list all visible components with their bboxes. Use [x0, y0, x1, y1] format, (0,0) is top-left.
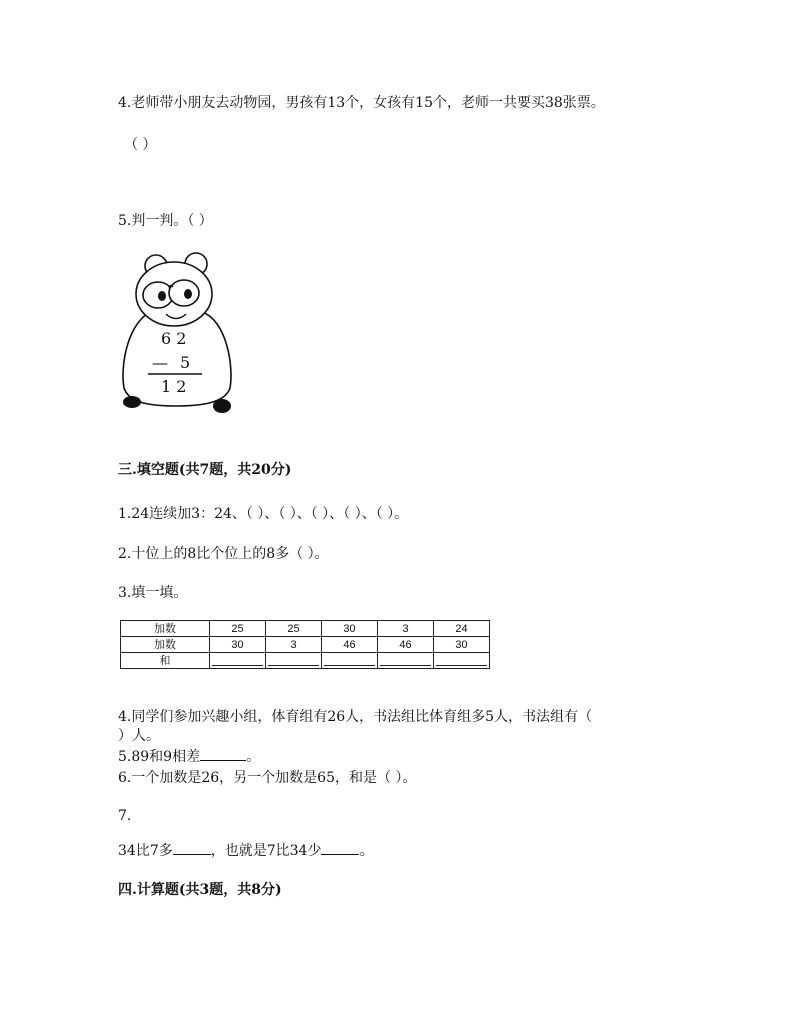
- section-3-q7-part2: ，也就是7比34少: [210, 843, 322, 859]
- panda-minuend: 6 2: [161, 329, 187, 348]
- section-3-q7-number: 7.: [118, 808, 132, 824]
- table-cell: 3: [378, 621, 434, 637]
- table-row: [121, 653, 490, 669]
- section-3-q6: 6.一个加数是26，另一个加数是65，和是（ ）。: [118, 770, 417, 786]
- section-3-q1: 1.24连续加3：24、（ ）、（ ）、（ ）、（ ）、（ ）。: [118, 506, 409, 522]
- section-3-q5-text: 5.89和9相差: [118, 749, 201, 765]
- sum-answer-cell[interactable]: [210, 653, 266, 669]
- table-row: [121, 637, 490, 653]
- panda-right-pupil: [184, 289, 192, 299]
- panda-left-foot: [123, 396, 141, 408]
- sum-answer-cell[interactable]: [266, 653, 322, 669]
- table-row-label: 加数: [121, 637, 210, 653]
- section-3-q4-line2: ）人。: [118, 728, 160, 744]
- table-cell: 30: [322, 621, 378, 637]
- question-4-text: 4.老师带小朋友去动物园，男孩有13个，女孩有15个，老师一共要买38张票。: [118, 95, 605, 111]
- section-3-q4-line1: 4.同学们参加兴趣小组，体育组有26人，书法组比体育组多5人，书法组有（: [118, 709, 593, 725]
- section-3-q2: 2.十位上的8比个位上的8多（ ）。: [118, 546, 329, 562]
- table-cell: 46: [378, 637, 434, 653]
- panda-minus-sign: —: [152, 353, 168, 372]
- panda-right-eye-patch: [169, 280, 199, 306]
- question-5-text: 5.判一判。（ ）: [118, 213, 213, 229]
- answer-blank[interactable]: [173, 841, 211, 855]
- table-cell: 25: [266, 621, 322, 637]
- table-cell: 30: [434, 637, 490, 653]
- table-cell: 30: [210, 637, 266, 653]
- table-cell: 3: [266, 637, 322, 653]
- question-4-answer-blank: （ ）: [124, 137, 157, 153]
- answer-blank[interactable]: [321, 841, 359, 855]
- section-3-title: 三.填空题(共7题，共20分): [118, 462, 292, 478]
- table-row-label: 和: [121, 653, 210, 669]
- panda-subtrahend: 5: [180, 353, 191, 372]
- section-3-q3: 3.填一填。: [118, 585, 188, 601]
- section-4-title: 四.计算题(共3题，共8分): [118, 882, 282, 898]
- section-3-q7-part1: 34比7多: [118, 843, 173, 859]
- sum-answer-cell[interactable]: [434, 653, 490, 669]
- panda-right-foot: [213, 399, 231, 413]
- table-cell: 24: [434, 621, 490, 637]
- table-row-label: 加数: [121, 621, 210, 637]
- addition-table: [120, 620, 490, 669]
- section-3-q5-end: 。: [246, 749, 261, 765]
- panda-illustration: [118, 250, 236, 420]
- answer-blank[interactable]: [200, 747, 246, 761]
- section-3-q5: [118, 747, 260, 766]
- sum-answer-cell[interactable]: [322, 653, 378, 669]
- sum-answer-cell[interactable]: [378, 653, 434, 669]
- panda-result: 1 2: [161, 377, 187, 396]
- section-3-q7-end: 。: [359, 843, 374, 859]
- table-row: [121, 621, 490, 637]
- panda-left-pupil: [158, 291, 166, 301]
- table-cell: 46: [322, 637, 378, 653]
- section-3-q7: [118, 841, 373, 860]
- table-cell: 25: [210, 621, 266, 637]
